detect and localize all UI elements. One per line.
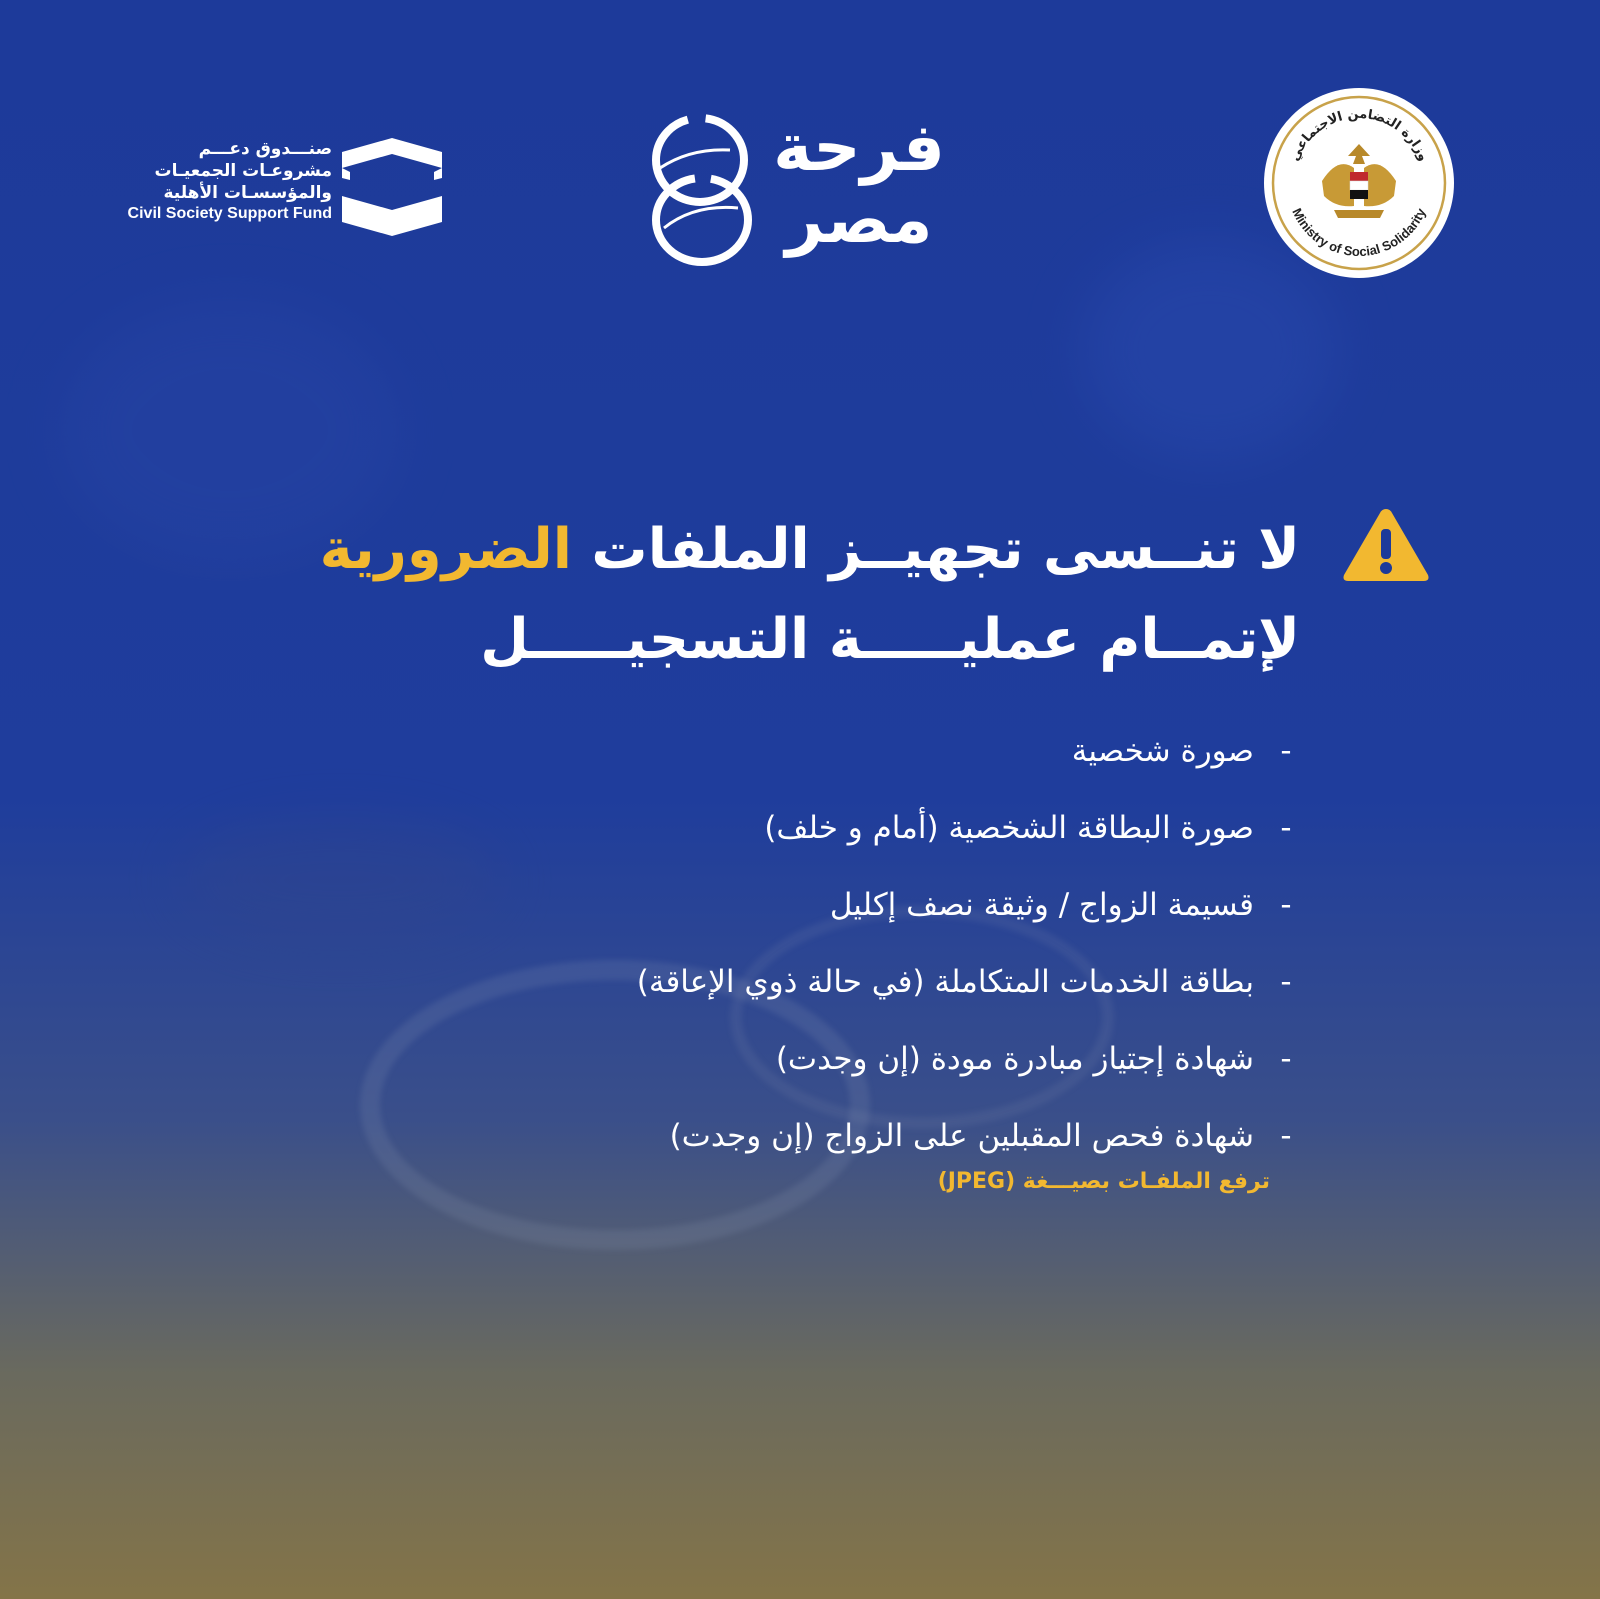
farha-word: فرحة xyxy=(773,109,945,186)
seal-arabic-text: وزارة التضامن الاجتماعي xyxy=(1287,106,1431,164)
list-item-marker: - xyxy=(1280,733,1292,769)
list-item xyxy=(150,944,1300,1021)
title-line-1 xyxy=(320,517,1300,582)
list-item-text: بطاقة الخدمات المتكاملة (في حالة ذوي الإعاقة) xyxy=(636,964,1254,1000)
warning-icon xyxy=(1340,505,1432,585)
list-item-marker: - xyxy=(1280,887,1292,923)
ministry-of-social-solidarity-seal xyxy=(1262,86,1456,280)
list-item-marker: - xyxy=(1280,810,1292,846)
list-item xyxy=(150,713,1300,790)
list-item-text: قسيمة الزواج / وثيقة نصف إكليل xyxy=(829,887,1254,923)
misr-word: مصر xyxy=(785,181,933,258)
csf-english-name: Civil Society Support Fund xyxy=(127,205,332,222)
list-item xyxy=(150,1098,1300,1175)
civil-society-support-fund-logo xyxy=(120,138,450,248)
csf-mark-icon xyxy=(342,138,442,238)
list-item-text: شهادة فحص المقبلين على الزواج (إن وجدت) xyxy=(669,1118,1254,1154)
list-item-text: صورة شخصية xyxy=(1071,733,1254,769)
seal-english-text: Ministry of Social Solidarity xyxy=(1289,205,1429,260)
title-line-2: لإتمــام عمليـــــة التسجيـــــل xyxy=(480,607,1300,672)
list-item-text: شهادة إجتياز مبادرة مودة (إن وجدت) xyxy=(775,1041,1254,1077)
header xyxy=(0,0,1600,320)
required-documents-list xyxy=(150,713,1300,1175)
rings-icon xyxy=(650,108,760,268)
list-item-text: صورة البطاقة الشخصية (أمام و خلف) xyxy=(764,810,1254,846)
farha-misr-wordmark xyxy=(754,109,964,258)
farha-misr-logo xyxy=(650,108,970,268)
title-line-1-text: لا تنــسى تجهيــز الملفات xyxy=(571,517,1300,582)
csf-arabic-line-3: والمؤسسـات الأهلية xyxy=(163,183,332,203)
file-format-note: ترفع الملفـات بصيـــغة (JPEG) xyxy=(937,1169,1270,1194)
csf-arabic-line-2: مشروعـات الجمعيـات xyxy=(154,161,332,181)
csf-logo-text xyxy=(120,138,332,224)
list-item-marker: - xyxy=(1280,1041,1292,1077)
csf-arabic-line-1: صنـــدوق دعـــم xyxy=(198,139,332,159)
title-highlight: الضرورية xyxy=(319,517,572,582)
list-item xyxy=(150,790,1300,867)
list-item-marker: - xyxy=(1280,964,1292,1000)
main-content xyxy=(150,505,1300,1194)
list-item xyxy=(150,867,1300,944)
page-title xyxy=(150,505,1300,685)
list-item xyxy=(150,1021,1300,1098)
list-item-marker: - xyxy=(1280,1118,1292,1154)
